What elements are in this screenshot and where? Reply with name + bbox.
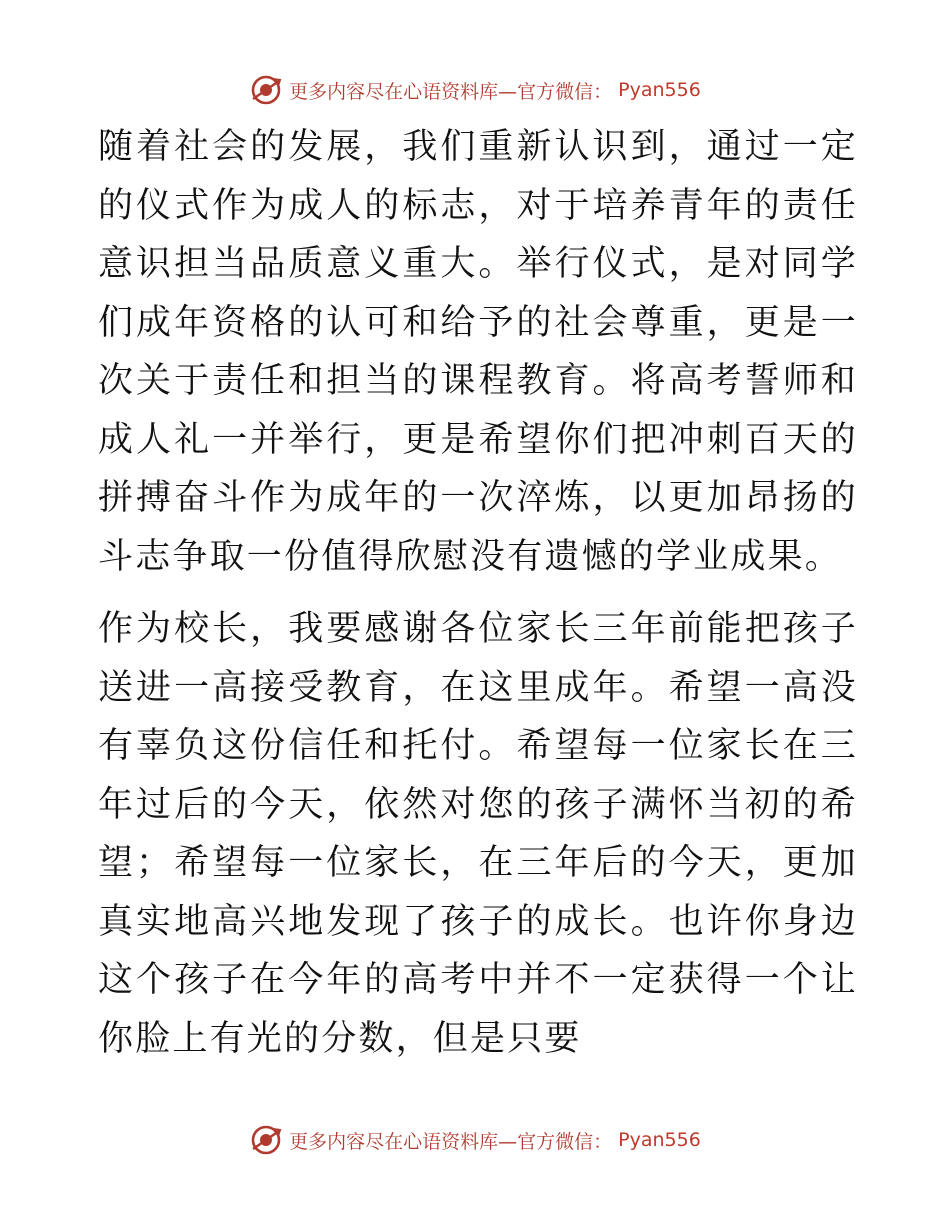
footer-watermark xyxy=(0,1120,950,1160)
paragraph-2: 作为校长，我要感谢各位家长三年前能把孩子送进一高接受教育，在这里成年。希望一高没有辜负这份信任和托付。希望每一位家长在三年过后的今天，依然对您的孩子满怀当初的希望；希望每一位家长，在三年后的今天，更加真实地高兴地发现了孩子的成长。也许你身边这个孩子在今年的高考中并不一定获得一个让你脸上有光的分数，但是只要 xyxy=(98,609,858,1059)
brand-logo-icon xyxy=(249,1123,283,1157)
header-watermark xyxy=(0,70,950,110)
document-body xyxy=(98,118,858,1068)
watermark-text: 更多内容尽在心语资料库—官方微信： xyxy=(289,1130,613,1153)
watermark-wechat-id: Pyan556 xyxy=(618,1129,701,1151)
watermark-text: 更多内容尽在心语资料库—官方微信： xyxy=(289,80,613,103)
brand-logo-icon xyxy=(249,73,283,107)
watermark-wechat-id: Pyan556 xyxy=(618,79,701,101)
paragraph-1: 随着社会的发展，我们重新认识到，通过一定的仪式作为成人的标志，对于培养青年的责任意识担当品质意义重大。举行仪式，是对同学们成年资格的认可和给予的社会尊重，更是一次关于责任和担当的课程教育。将高考誓师和成人礼一并举行，更是希望你们把冲刺百天的拼搏奋斗作为成年的一次淬炼，以更加昂扬的斗志争取一份值得欣慰没有遗憾的学业成果。 xyxy=(98,127,858,577)
